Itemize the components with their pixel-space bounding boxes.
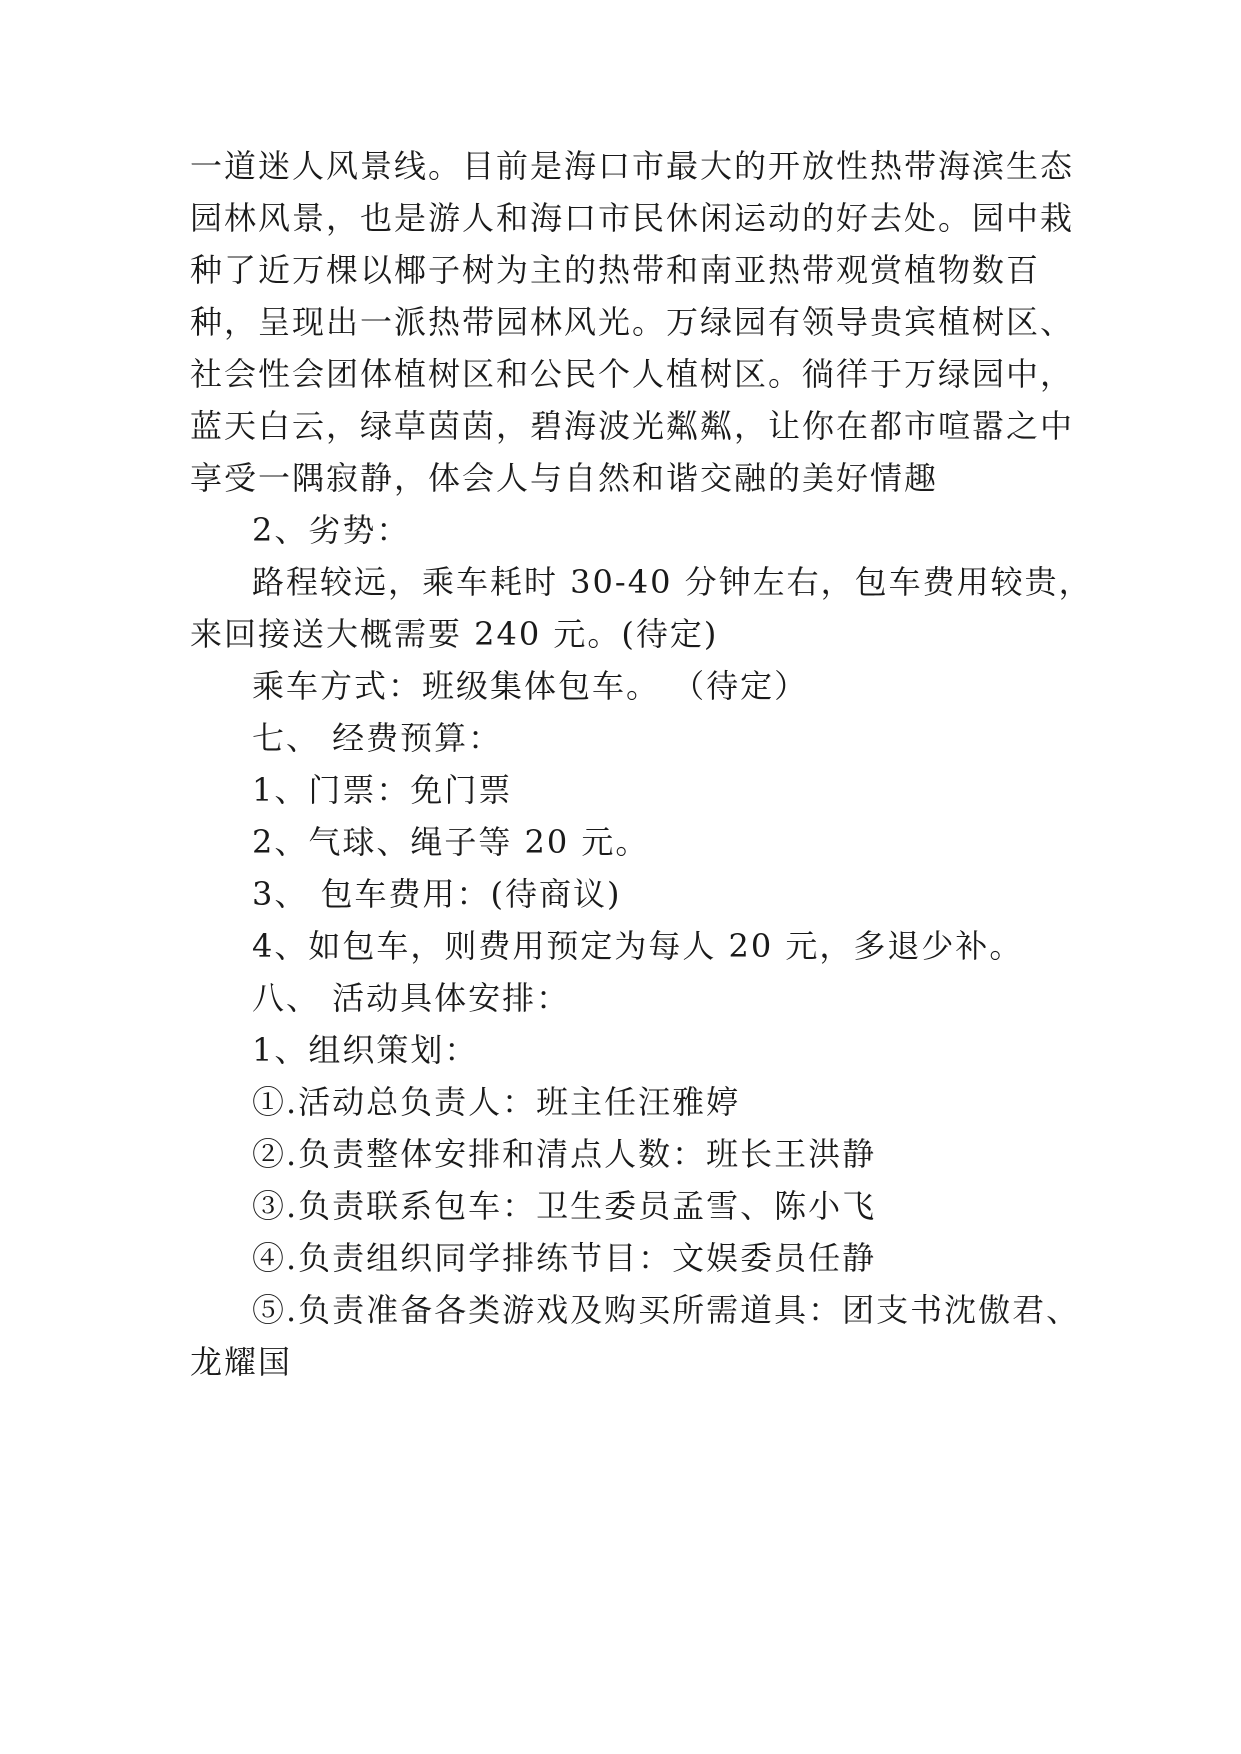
budget-item: 4、如包车，则费用预定为每人 20 元，多退少补。 bbox=[252, 927, 1024, 965]
paragraph-line: 蓝天白云，绿草茵茵，碧海波光粼粼，让你在都市喧嚣之中 bbox=[190, 407, 1075, 445]
paragraph-line: 来回接送大概需要 240 元。(待定) bbox=[190, 615, 719, 653]
paragraph-line: 种，呈现出一派热带园林风光。万绿园有领导贵宾植树区、 bbox=[190, 303, 1075, 341]
paragraph-line: 路程较远，乘车耗时 30-40 分钟左右，包车费用较贵， bbox=[252, 563, 1093, 601]
role-item: ④.负责组织同学排练节目：文娱委员任静 bbox=[252, 1239, 877, 1277]
budget-item: 2、气球、绳子等 20 元。 bbox=[252, 823, 650, 861]
role-item: ⑤.负责准备各类游戏及购买所需道具：团支书沈傲君、 bbox=[252, 1291, 1081, 1329]
role-item: ②.负责整体安排和清点人数：班长王洪静 bbox=[252, 1135, 877, 1173]
section-heading-schedule: 八、 活动具体安排： bbox=[252, 979, 571, 1017]
budget-item: 1、门票：免门票 bbox=[252, 771, 513, 809]
budget-item: 3、 包车费用：(待商议) bbox=[252, 875, 622, 913]
role-item: ①.活动总负责人：班主任汪雅婷 bbox=[252, 1083, 741, 1121]
transport-method-line: 乘车方式：班级集体包车。 （待定） bbox=[252, 667, 809, 705]
paragraph-line: 园林风景，也是游人和海口市民休闲运动的好去处。园中栽 bbox=[190, 199, 1075, 237]
subsection-heading-organization: 1、组织策划： bbox=[252, 1031, 479, 1069]
paragraph-line: 一道迷人风景线。目前是海口市最大的开放性热带海滨生态 bbox=[190, 147, 1075, 185]
paragraph-line: 种了近万棵以椰子树为主的热带和南亚热带观赏植物数百 bbox=[190, 251, 1041, 289]
paragraph-line: 社会性会团体植树区和公民个人植树区。徜徉于万绿园中， bbox=[190, 355, 1075, 393]
role-item: ③.负责联系包车：卫生委员孟雪、陈小飞 bbox=[252, 1187, 877, 1225]
paragraph-line: 龙耀国 bbox=[190, 1343, 293, 1381]
section-heading-disadvantages: 2、劣势： bbox=[252, 511, 411, 549]
section-heading-budget: 七、 经费预算： bbox=[252, 719, 503, 757]
paragraph-line: 享受一隅寂静，体会人与自然和谐交融的美好情趣 bbox=[190, 459, 939, 497]
